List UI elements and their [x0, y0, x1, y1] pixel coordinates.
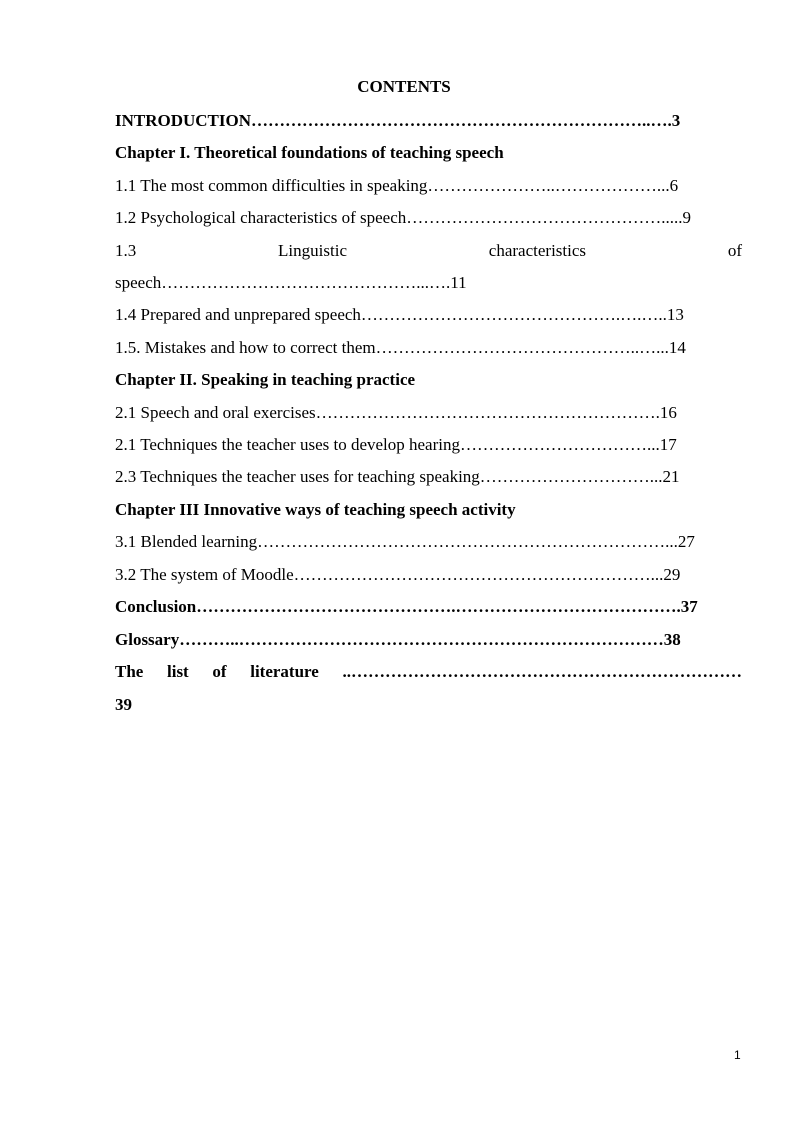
- toc-entry-1-2: 1.2 Psychological characteristics of speech……………………………………….....9: [115, 208, 692, 227]
- toc-entry-conclusion: Conclusion……………………………………….………………………………….37: [115, 597, 698, 616]
- toc-entry-3-1: 3.1 Blended learning………………………………………………………………...27: [115, 532, 695, 551]
- toc-entry-2-1-speech: 2.1 Speech and oral exercises…………………………………………………….16: [115, 403, 677, 422]
- toc-entry-1-5: 1.5. Mistakes and how to correct them………………………………………..…...14: [115, 338, 686, 357]
- toc-entry-2-3: 2.3 Techniques the teacher uses for teaching speaking…………………………...21: [115, 467, 680, 486]
- toc-chapter-1-title: Chapter I. Theoretical foundations of teaching speech: [115, 143, 504, 162]
- toc-entry-literature-word: The: [115, 662, 144, 681]
- toc-entry-literature-word: list: [167, 662, 189, 681]
- toc-entry-1-3-line-1: [115, 240, 742, 262]
- toc-entry-3-2: 3.2 The system of Moodle………………………………………………………...29: [115, 565, 681, 584]
- toc-entry-2-1-hearing: 2.1 Techniques the teacher uses to develop hearing……………………………...17: [115, 435, 677, 454]
- toc-entry-1-3-word: of: [727, 241, 742, 260]
- toc-entry-1-4: 1.4 Prepared and unprepared speech……………………………………….….…..13: [115, 305, 684, 324]
- toc-entry-1-3-word: Linguistic: [278, 241, 347, 260]
- toc-chapter-2-title: Chapter II. Speaking in teaching practice: [115, 370, 416, 389]
- toc-chapter-3-title: Chapter III Innovative ways of teaching speech activity: [115, 500, 516, 519]
- page-number: 1: [734, 1048, 741, 1062]
- contents-heading: CONTENTS: [357, 77, 451, 96]
- toc-entry-literature-leader: ..……………………………………………………………: [342, 662, 742, 681]
- toc-entry-literature-line-1: [115, 661, 742, 683]
- toc-entry-introduction: INTRODUCTION……………………………………………………………..….3: [115, 111, 681, 130]
- toc-entry-1-1: 1.1 The most common difficulties in speaking…………………..………………...6: [115, 176, 679, 195]
- toc-entry-literature-word: of: [212, 662, 227, 681]
- toc-entry-1-3-word: 1.3: [115, 241, 137, 260]
- toc-entry-literature-page: 39: [115, 695, 132, 714]
- toc-entry-glossary: Glossary………..…………………………………………………………………38: [115, 630, 681, 649]
- toc-entry-1-3-line-2: speech………………………………………...….11: [115, 273, 467, 292]
- toc-entry-literature-word: literature: [250, 662, 319, 681]
- toc-entry-1-3-word: characteristics: [488, 241, 587, 260]
